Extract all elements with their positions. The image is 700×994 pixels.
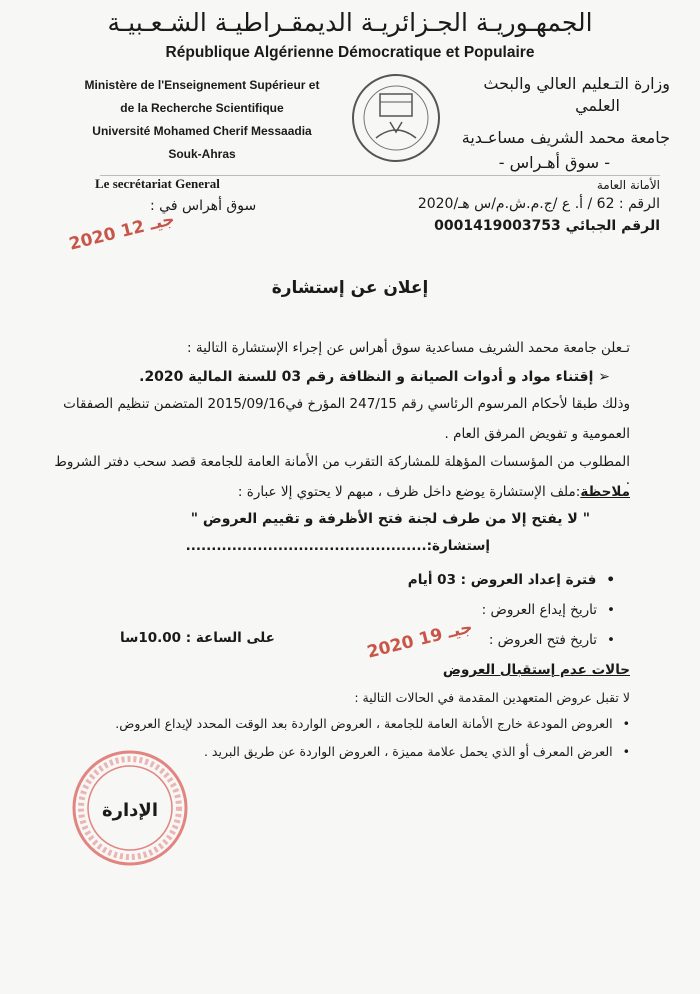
rejection-item-2: • العرض المعرف أو الذي يحمل علامة مميزة ، العروض الواردة عن طريق البريد . [50,744,630,760]
bullet-opening-date: • تاريخ فتح العروض : [35,632,615,650]
city-fr: Souk-Ahras [168,147,236,161]
consultation-line: إستشارة:............................................... [185,538,490,554]
university-ar: جامعة محمد الشريف مساعـدية [461,128,670,147]
required-text: المطلوب من المؤسسات المؤهلة للمشاركة التقرب من الأمانة العامة للجامعة قصد سحب دفتر الشروط . [54,454,630,488]
university-logo-icon [350,72,442,164]
header-title-french: République Algérienne Démocratique et Populaire [165,44,535,61]
date-stamp-2: 2020 جيـ 19 [365,617,475,663]
city-ar: - سوق أهـراس - [498,153,610,172]
note-label: ملاحظة [580,484,630,500]
ministry-ar-line-1: وزارة التـعليم العالي والبحث [483,74,670,93]
legal-text-1: وذلك طبقا لأحكام المرسوم الرئاسي رقم 247/15 المؤرخ في2015/09/16 المتضمن تنظيم الصفقات [63,396,630,412]
subject-text: ➢ إقتناء مواد و أدوات الصيانة و النظافة رقم 03 للسنة المالية 2020. [139,369,610,385]
announcement-title: إعلان عن إستشارة [271,278,429,298]
bullet-deposit-date: • تاريخ إيداع العروض : [35,602,615,620]
legal-text-2: العمومية و تفويض المرفق العام . [444,426,630,442]
note-line [50,484,630,502]
ministry-fr-line-2: de la Recherche Scientifique [120,101,284,115]
header-title-arabic: الجمهـوريـة الجـزائريـة الديمقـراطيـة الشـعـبيـة [107,8,593,37]
university-fr: Université Mohamed Cherif Messaadia [92,124,312,138]
rejection-title: حالات عدم إستقبال العروض [442,662,630,678]
ministry-ar-line-2: العلمي [575,96,620,115]
bullet-prep-period: • فترة إعداد العروض : 03 أيام [35,572,615,590]
intro-text: تـعلن جامعة محمد الشريف مساعدية سوق أهراس عن إجراء الإستشارة التالية : [187,340,630,356]
amana-label: الأمانة العامة [596,178,660,192]
rejection-item-1: • العروض المودعة خارج الأمانة العامة للجامعة ، العروض الواردة بعد الوقت المحدد لإيداع العروض. [50,716,630,732]
time-label: على الساعة : 10.00سا [120,630,275,646]
rejection-intro: لا تقبل عروض المتعهدين المقدمة في الحالات التالية : [354,690,630,705]
note-quote: " لا يفتح إلا من طرف لجنة فتح الأظرفة و تقييم العروض " [190,511,590,527]
reference-number: الرقم : 62 / أ. ع /ج.م.ش.م/س هـ/2020 [417,196,660,212]
note-text: :ملف الإستشارة يوضع داخل ظرف ، مبهم لا يحتوي إلا عبارة : [237,484,581,500]
tax-number: الرقم الجبائي 0001419003753 [434,218,660,234]
signature-administration: الإدارة [102,800,158,821]
date-stamp-1: 2020 جيـ 12 [67,209,177,255]
date-place: سوق أهراس في : [150,198,257,214]
ministry-fr-line-1: Ministère de l'Enseignement Supérieur et [84,78,320,92]
secretariat-label: Le secrétariat General [95,176,220,191]
